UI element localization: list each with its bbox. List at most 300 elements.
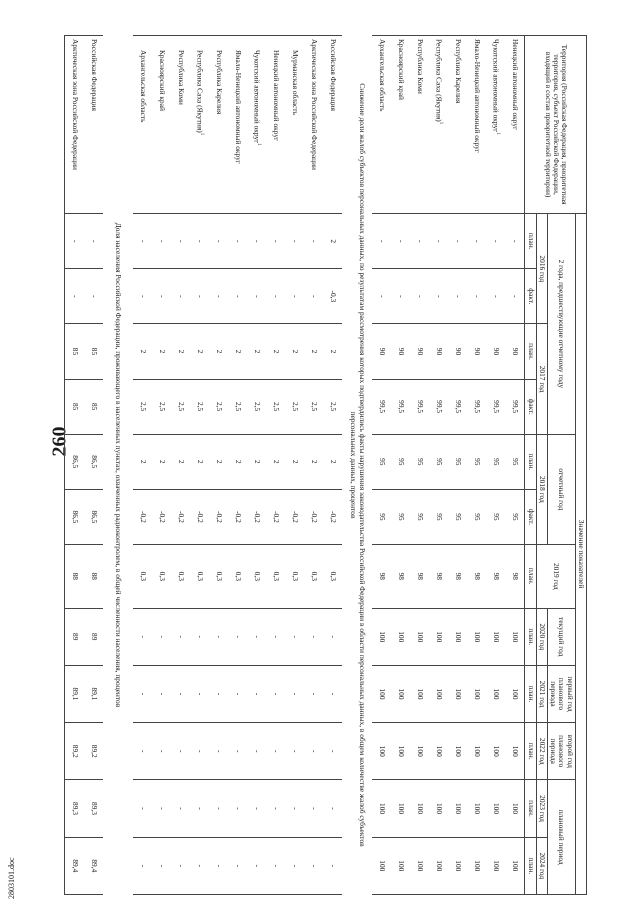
- value-cell: -: [209, 608, 228, 665]
- value-cell: 100: [467, 780, 486, 837]
- table-row: [190, 36, 209, 895]
- value-cell: 98: [467, 544, 486, 608]
- value-cell: 100: [467, 837, 486, 894]
- table-row: [410, 36, 429, 895]
- value-cell: 95: [486, 489, 505, 544]
- value-cell: 100: [391, 665, 410, 722]
- header-plan-2024: план.: [525, 837, 536, 894]
- value-cell: 95: [391, 489, 410, 544]
- value-cell: -: [448, 269, 467, 324]
- value-cell: 89: [84, 608, 103, 665]
- value-cell: -: [372, 269, 391, 324]
- row-territory-cell: [133, 36, 152, 214]
- value-cell: -: [171, 608, 190, 665]
- row-territory-name: Ямало-Ненецкий автономный округ: [233, 50, 243, 164]
- value-cell: 98: [505, 544, 525, 608]
- value-cell: -: [190, 608, 209, 665]
- row-territory-cell: [391, 36, 410, 214]
- value-cell: 2: [285, 324, 304, 379]
- value-cell: 100: [486, 608, 505, 665]
- value-cell: 2: [247, 434, 266, 489]
- value-cell: -: [285, 837, 304, 894]
- value-cell: 0,3: [323, 544, 342, 608]
- value-cell: -: [266, 837, 285, 894]
- row-footnote-mark: 1: [438, 121, 444, 125]
- header-plan-2016: план.: [525, 214, 536, 269]
- value-cell: 100: [372, 780, 391, 837]
- header-2016: 2016 год: [536, 214, 547, 324]
- value-cell: 100: [372, 837, 391, 894]
- table-row: [285, 36, 304, 895]
- value-cell: 2,5: [228, 379, 247, 434]
- value-cell: -: [152, 723, 171, 780]
- value-cell: 95: [391, 434, 410, 489]
- value-cell: -: [84, 214, 103, 269]
- value-cell: 2: [190, 434, 209, 489]
- row-territory-name: Республика Коми: [415, 39, 425, 94]
- value-cell: 100: [448, 837, 467, 894]
- value-cell: 89,2: [65, 723, 85, 780]
- value-cell: -: [285, 214, 304, 269]
- value-cell: 100: [372, 608, 391, 665]
- value-cell: -0,2: [266, 489, 285, 544]
- value-cell: 95: [486, 434, 505, 489]
- value-cell: 86,5: [65, 489, 85, 544]
- value-cell: -: [171, 723, 190, 780]
- value-cell: -: [410, 214, 429, 269]
- value-cell: -: [190, 837, 209, 894]
- value-cell: -: [209, 665, 228, 722]
- value-cell: 2: [152, 434, 171, 489]
- header-fact-2017: факт.: [525, 379, 536, 434]
- table-row: [304, 36, 323, 895]
- table-body: [65, 36, 525, 895]
- value-cell: 2: [209, 324, 228, 379]
- footer-doc-code: 2803101.doc: [7, 857, 16, 899]
- value-cell: 99,5: [448, 379, 467, 434]
- value-cell: -0,2: [228, 489, 247, 544]
- value-cell: -: [505, 214, 525, 269]
- header-territory: Территория (Российская Федерация, приоритетная территория, субъект Российской Федерации, входящий в состав приоритетной территории): [525, 36, 587, 214]
- value-cell: -: [304, 269, 323, 324]
- value-cell: 90: [429, 324, 448, 379]
- table-row: [209, 36, 228, 895]
- value-cell: 90: [505, 324, 525, 379]
- header-2024: 2024 год: [536, 837, 547, 894]
- row-territory-name: Республика Саха (Якутия): [434, 39, 444, 122]
- value-cell: -: [247, 723, 266, 780]
- value-cell: 89,2: [84, 723, 103, 780]
- value-cell: -: [209, 723, 228, 780]
- value-cell: 100: [467, 608, 486, 665]
- header-current-year: текущий год: [547, 608, 575, 665]
- value-cell: 2: [228, 434, 247, 489]
- value-cell: 99,5: [391, 379, 410, 434]
- row-territory-cell: [247, 36, 266, 214]
- value-cell: -: [391, 214, 410, 269]
- value-cell: -: [209, 780, 228, 837]
- value-cell: -: [209, 837, 228, 894]
- value-cell: 99,5: [429, 379, 448, 434]
- row-territory-name: Арктическая зона Российской Федерации: [309, 39, 319, 171]
- value-cell: 100: [391, 837, 410, 894]
- value-cell: -0,2: [152, 489, 171, 544]
- row-territory-name: Республика Саха (Якутия): [195, 50, 205, 133]
- value-cell: 2: [209, 434, 228, 489]
- value-cell: 2: [228, 324, 247, 379]
- value-cell: -: [266, 723, 285, 780]
- value-cell: 2,5: [209, 379, 228, 434]
- row-territory-name: Чукотский автономный округ: [252, 50, 262, 144]
- value-cell: 85: [84, 324, 103, 379]
- value-cell: -: [171, 780, 190, 837]
- value-cell: -: [65, 214, 85, 269]
- table-row: [266, 36, 285, 895]
- row-territory-name: Архангельская область: [138, 50, 148, 123]
- value-cell: 100: [372, 723, 391, 780]
- value-cell: 95: [372, 434, 391, 489]
- row-territory-cell: [429, 36, 448, 214]
- value-cell: 2,5: [171, 379, 190, 434]
- value-cell: 2: [133, 434, 152, 489]
- header-plan-2023: план.: [525, 780, 536, 837]
- value-cell: -0,3: [323, 269, 342, 324]
- row-territory-name: Российская Федерация: [89, 39, 99, 111]
- row-territory-cell: [467, 36, 486, 214]
- value-cell: -: [467, 269, 486, 324]
- header-fact-2016: факт.: [525, 269, 536, 324]
- value-cell: 98: [486, 544, 505, 608]
- row-territory-name: Архангельская область: [377, 39, 387, 112]
- header-plan-2017: план.: [525, 324, 536, 379]
- table-row: [84, 36, 103, 895]
- header-second-planned: второй год планового периода: [547, 723, 575, 780]
- header-2018: 2018 год: [536, 434, 547, 544]
- value-cell: 100: [429, 665, 448, 722]
- value-cell: 0,3: [190, 544, 209, 608]
- row-territory-cell: [448, 36, 467, 214]
- table-row: [171, 36, 190, 895]
- value-cell: 100: [410, 608, 429, 665]
- row-territory-name: Ненецкий автономный округ: [271, 50, 281, 142]
- value-cell: 100: [505, 723, 525, 780]
- value-cell: 95: [448, 489, 467, 544]
- value-cell: -: [228, 723, 247, 780]
- section-title-row: [342, 36, 372, 895]
- row-territory-cell: [209, 36, 228, 214]
- header-fact-2018: факт.: [525, 489, 536, 544]
- value-cell: 95: [410, 434, 429, 489]
- table-row: [391, 36, 410, 895]
- value-cell: 89,3: [84, 780, 103, 837]
- value-cell: 100: [448, 780, 467, 837]
- value-cell: 100: [505, 837, 525, 894]
- row-territory-cell: [228, 36, 247, 214]
- row-territory-name: Ямало-Ненецкий автономный округ: [472, 39, 482, 153]
- value-cell: -: [429, 214, 448, 269]
- header-two-years-before: 2 года, предшествующие отчетному году: [547, 214, 575, 435]
- header-plan-2020: план.: [525, 608, 536, 665]
- value-cell: 2: [323, 214, 342, 269]
- value-cell: -: [209, 214, 228, 269]
- value-cell: -: [323, 608, 342, 665]
- value-cell: -0,2: [304, 489, 323, 544]
- rotated-table-wrapper: [17, 35, 587, 895]
- value-cell: -: [209, 269, 228, 324]
- table-row: [486, 36, 505, 895]
- value-cell: -: [152, 269, 171, 324]
- value-cell: 2,5: [190, 379, 209, 434]
- row-territory-cell: [171, 36, 190, 214]
- row-territory-name: Республика Коми: [176, 50, 186, 105]
- value-cell: -: [285, 780, 304, 837]
- row-territory-name: Чукотский автономный округ: [491, 39, 501, 133]
- value-cell: -: [247, 269, 266, 324]
- value-cell: -: [171, 269, 190, 324]
- value-cell: -: [323, 837, 342, 894]
- value-cell: -: [152, 665, 171, 722]
- value-cell: -: [228, 665, 247, 722]
- value-cell: 0,3: [152, 544, 171, 608]
- header-plan-2022: план.: [525, 723, 536, 780]
- header-plan-2019: план.: [525, 544, 536, 608]
- value-cell: 2,5: [266, 379, 285, 434]
- value-cell: 95: [372, 489, 391, 544]
- value-cell: -: [266, 214, 285, 269]
- header-2021: 2021 год: [536, 665, 547, 722]
- value-cell: 89,4: [84, 837, 103, 894]
- value-cell: 95: [505, 434, 525, 489]
- table-row: [505, 36, 525, 895]
- value-cell: 90: [391, 324, 410, 379]
- value-cell: -: [171, 214, 190, 269]
- value-cell: 99,5: [372, 379, 391, 434]
- header-reporting-year: отчетный год: [547, 434, 575, 544]
- value-cell: 100: [467, 723, 486, 780]
- row-footnote-mark: 1: [256, 143, 262, 146]
- value-cell: -0,2: [190, 489, 209, 544]
- value-cell: 98: [372, 544, 391, 608]
- header-planned-period: плановый период: [547, 780, 575, 895]
- value-cell: -: [228, 837, 247, 894]
- row-territory-name: Республика Карелия: [214, 50, 224, 115]
- header-2023: 2023 год: [536, 780, 547, 837]
- value-cell: 90: [467, 324, 486, 379]
- header-2017: 2017 год: [536, 324, 547, 434]
- value-cell: 99,5: [410, 379, 429, 434]
- value-cell: 100: [429, 608, 448, 665]
- value-cell: -: [171, 665, 190, 722]
- row-territory-name: Арктическая зона Российской Федерации: [70, 39, 80, 171]
- value-cell: -: [247, 608, 266, 665]
- value-cell: 98: [429, 544, 448, 608]
- value-cell: 95: [467, 489, 486, 544]
- value-cell: -: [247, 665, 266, 722]
- row-territory-name: Российская Федерация: [328, 39, 338, 111]
- value-cell: -: [285, 665, 304, 722]
- indicator-table: [64, 35, 587, 895]
- value-cell: 2,5: [247, 379, 266, 434]
- table-row: [448, 36, 467, 895]
- value-cell: -: [486, 214, 505, 269]
- value-cell: -: [133, 665, 152, 722]
- value-cell: 90: [448, 324, 467, 379]
- value-cell: 0,3: [247, 544, 266, 608]
- value-cell: -: [304, 608, 323, 665]
- table-row: [429, 36, 448, 895]
- value-cell: -: [372, 214, 391, 269]
- value-cell: -: [190, 665, 209, 722]
- value-cell: 100: [429, 837, 448, 894]
- value-cell: 100: [486, 723, 505, 780]
- value-cell: -: [467, 214, 486, 269]
- value-cell: 100: [486, 837, 505, 894]
- value-cell: 98: [391, 544, 410, 608]
- value-cell: -0,2: [133, 489, 152, 544]
- value-cell: -: [391, 269, 410, 324]
- value-cell: 2,5: [133, 379, 152, 434]
- value-cell: 2: [323, 324, 342, 379]
- value-cell: -: [133, 608, 152, 665]
- value-cell: 2: [190, 324, 209, 379]
- header-2020: 2020 год: [536, 608, 547, 665]
- value-cell: -: [133, 780, 152, 837]
- value-cell: 100: [391, 723, 410, 780]
- value-cell: -0,2: [209, 489, 228, 544]
- value-cell: 90: [486, 324, 505, 379]
- value-cell: 0,3: [133, 544, 152, 608]
- value-cell: 98: [410, 544, 429, 608]
- value-cell: -: [266, 269, 285, 324]
- value-cell: 2: [323, 434, 342, 489]
- value-cell: 2: [171, 324, 190, 379]
- section-title-row: [103, 36, 133, 895]
- value-cell: -: [266, 665, 285, 722]
- value-cell: -: [84, 269, 103, 324]
- row-territory-cell: [84, 36, 103, 214]
- value-cell: 100: [429, 780, 448, 837]
- row-territory-name: Ненецкий автономный округ: [510, 39, 520, 131]
- value-cell: -: [505, 269, 525, 324]
- row-territory-name: Красноярский край: [157, 50, 167, 111]
- value-cell: 100: [410, 780, 429, 837]
- value-cell: -: [304, 837, 323, 894]
- row-territory-cell: [410, 36, 429, 214]
- value-cell: -: [228, 608, 247, 665]
- header-first-planned: первый год планового периода: [547, 665, 575, 722]
- value-cell: -: [247, 214, 266, 269]
- value-cell: -: [152, 214, 171, 269]
- row-territory-cell: [190, 36, 209, 214]
- value-cell: -: [171, 837, 190, 894]
- value-cell: 88: [84, 544, 103, 608]
- row-territory-cell: [65, 36, 85, 214]
- row-territory-name: Мурманская область: [290, 50, 300, 115]
- header-2022: 2022 год: [536, 723, 547, 780]
- value-cell: -: [152, 780, 171, 837]
- header-plan-2018: план.: [525, 434, 536, 489]
- value-cell: 95: [448, 434, 467, 489]
- value-cell: 2,5: [304, 379, 323, 434]
- table-row: [228, 36, 247, 895]
- value-cell: 2: [285, 434, 304, 489]
- value-cell: -: [304, 214, 323, 269]
- value-cell: 100: [410, 837, 429, 894]
- value-cell: 100: [505, 608, 525, 665]
- value-cell: 90: [410, 324, 429, 379]
- table-row: [133, 36, 152, 895]
- value-cell: 100: [391, 608, 410, 665]
- value-cell: -: [133, 269, 152, 324]
- value-cell: -: [285, 723, 304, 780]
- row-territory-cell: [152, 36, 171, 214]
- row-territory-name: Красноярский край: [396, 39, 406, 100]
- value-cell: 85: [84, 379, 103, 434]
- value-cell: -: [285, 269, 304, 324]
- table-row: [372, 36, 391, 895]
- value-cell: 0,3: [171, 544, 190, 608]
- value-cell: -: [247, 780, 266, 837]
- value-cell: -: [448, 214, 467, 269]
- value-cell: 2: [266, 324, 285, 379]
- value-cell: 89,1: [65, 665, 85, 722]
- value-cell: 100: [391, 780, 410, 837]
- value-cell: -: [228, 269, 247, 324]
- value-cell: -0,2: [285, 489, 304, 544]
- value-cell: -: [190, 780, 209, 837]
- value-cell: 2: [266, 434, 285, 489]
- value-cell: -: [304, 723, 323, 780]
- value-cell: 2,5: [152, 379, 171, 434]
- value-cell: 2: [152, 324, 171, 379]
- table-row: [152, 36, 171, 895]
- header-indicators: Значение показателей: [575, 214, 586, 895]
- value-cell: -: [429, 269, 448, 324]
- header-2019: 2019 год: [536, 544, 575, 608]
- page-number: 260: [48, 426, 71, 457]
- value-cell: -: [266, 608, 285, 665]
- value-cell: -: [323, 665, 342, 722]
- value-cell: -: [190, 269, 209, 324]
- value-cell: -: [228, 780, 247, 837]
- table-row: [247, 36, 266, 895]
- row-territory-cell: [323, 36, 342, 214]
- value-cell: 89: [65, 608, 85, 665]
- value-cell: 100: [448, 608, 467, 665]
- value-cell: -: [323, 780, 342, 837]
- value-cell: 100: [486, 780, 505, 837]
- value-cell: 89,3: [65, 780, 85, 837]
- row-territory-name: Республика Карелия: [453, 39, 463, 104]
- value-cell: -: [266, 780, 285, 837]
- value-cell: 100: [486, 665, 505, 722]
- value-cell: 95: [505, 489, 525, 544]
- value-cell: -: [410, 269, 429, 324]
- row-territory-cell: [372, 36, 391, 214]
- row-territory-cell: [266, 36, 285, 214]
- section-title: Снижение доли жалоб субъектов персональных данных, по результатам рассмотрения которых подтвердились факты нарушения законодательства Российской Федерации в области персональных данных, в общем количестве жалоб субъектов персональных данных, процентов: [349, 83, 367, 847]
- value-cell: 2: [133, 324, 152, 379]
- table-row: [467, 36, 486, 895]
- row-territory-cell: [505, 36, 525, 214]
- value-cell: 0,3: [228, 544, 247, 608]
- table-header: [525, 36, 587, 895]
- value-cell: -: [285, 608, 304, 665]
- value-cell: 100: [410, 665, 429, 722]
- value-cell: -: [323, 723, 342, 780]
- value-cell: 2: [304, 434, 323, 489]
- value-cell: 100: [448, 723, 467, 780]
